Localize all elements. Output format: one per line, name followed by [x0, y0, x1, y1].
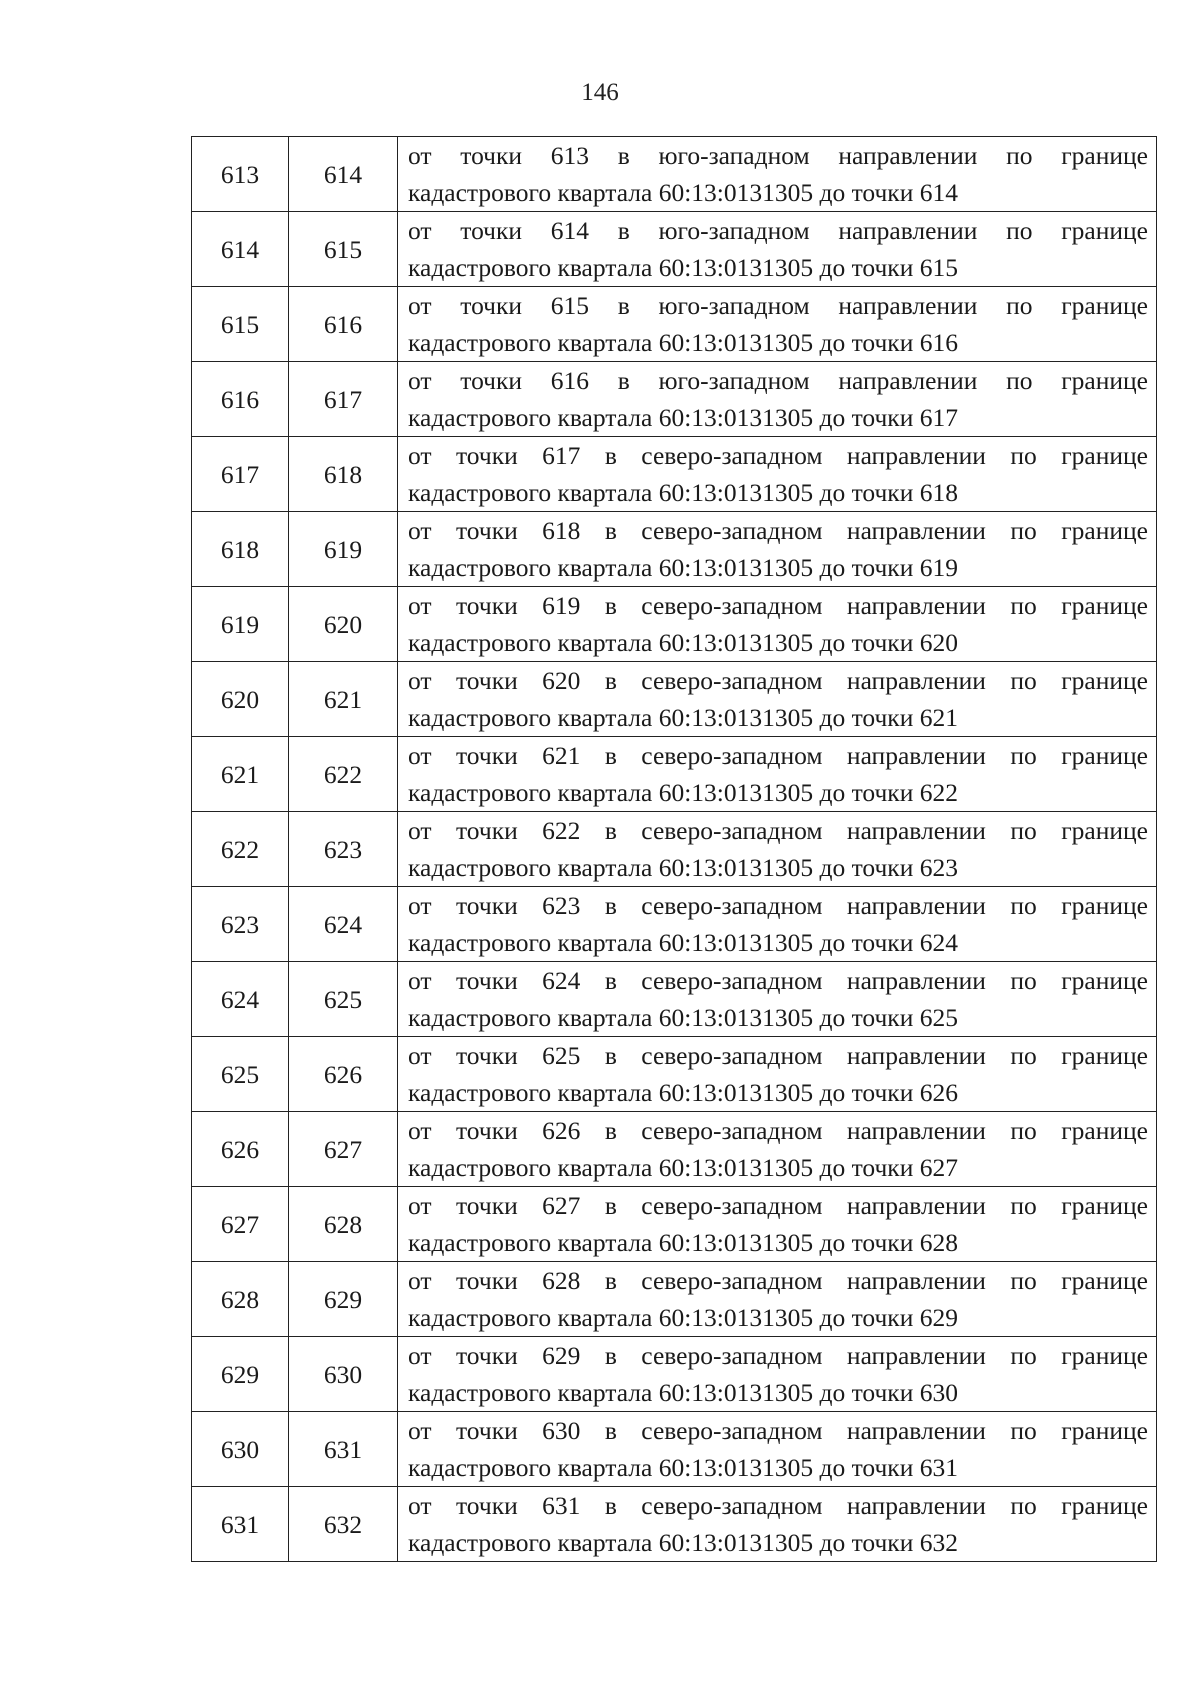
description-cell: [398, 137, 1157, 212]
description-cell: [398, 362, 1157, 437]
description-line-1: от точки 630 в северо-западном направлении по границе: [408, 1416, 1148, 1445]
description-line-2: кадастрового квартала 60:13:0131305 до точки 628: [408, 1228, 958, 1257]
description-line-1: от точки 618 в северо-западном направлении по границе: [408, 516, 1148, 545]
point-to-cell: 630: [289, 1337, 398, 1412]
description-cell: [398, 587, 1157, 662]
description-line-1: от точки 624 в северо-западном направлении по границе: [408, 966, 1148, 995]
table-row: [192, 737, 1157, 812]
description-line-2: кадастрового квартала 60:13:0131305 до точки 622: [408, 778, 958, 807]
point-to-cell: 628: [289, 1187, 398, 1262]
point-from-cell: 618: [192, 512, 289, 587]
description-cell: [398, 662, 1157, 737]
point-from-cell: 626: [192, 1112, 289, 1187]
description-line-2: кадастрового квартала 60:13:0131305 до точки 616: [408, 328, 958, 357]
point-to-cell: 623: [289, 812, 398, 887]
point-to-cell: 626: [289, 1037, 398, 1112]
description-line-2: кадастрового квартала 60:13:0131305 до точки 624: [408, 928, 958, 957]
description-cell: [398, 1187, 1157, 1262]
point-from-cell: 629: [192, 1337, 289, 1412]
description-line-1: от точки 623 в северо-западном направлении по границе: [408, 891, 1148, 920]
table-row: [192, 137, 1157, 212]
description-line-1: от точки 615 в юго-западном направлении по границе: [408, 291, 1148, 320]
description-cell: [398, 1412, 1157, 1487]
point-to-cell: 622: [289, 737, 398, 812]
table-row: [192, 287, 1157, 362]
description-line-2: кадастрового квартала 60:13:0131305 до точки 620: [408, 628, 958, 657]
table-row: [192, 887, 1157, 962]
description-line-1: от точки 619 в северо-западном направлении по границе: [408, 591, 1148, 620]
point-from-cell: 623: [192, 887, 289, 962]
description-line-2: кадастрового квартала 60:13:0131305 до точки 615: [408, 253, 958, 282]
point-from-cell: 624: [192, 962, 289, 1037]
table-row: [192, 1487, 1157, 1562]
point-to-cell: 614: [289, 137, 398, 212]
table-row: [192, 1337, 1157, 1412]
description-cell: [398, 287, 1157, 362]
description-cell: [398, 1112, 1157, 1187]
table-row: [192, 962, 1157, 1037]
point-to-cell: 618: [289, 437, 398, 512]
boundary-table: [191, 136, 1157, 1562]
point-from-cell: 630: [192, 1412, 289, 1487]
point-to-cell: 619: [289, 512, 398, 587]
description-cell: [398, 1262, 1157, 1337]
description-line-2: кадастрового квартала 60:13:0131305 до точки 621: [408, 703, 958, 732]
table-row: [192, 812, 1157, 887]
description-cell: [398, 737, 1157, 812]
point-from-cell: 619: [192, 587, 289, 662]
description-line-1: от точки 627 в северо-западном направлении по границе: [408, 1191, 1148, 1220]
point-to-cell: 631: [289, 1412, 398, 1487]
table-row: [192, 362, 1157, 437]
point-to-cell: 620: [289, 587, 398, 662]
point-from-cell: 628: [192, 1262, 289, 1337]
table-row: [192, 1112, 1157, 1187]
table-body: [192, 137, 1157, 1562]
description-cell: [398, 1337, 1157, 1412]
description-line-1: от точки 631 в северо-западном направлении по границе: [408, 1491, 1148, 1520]
table-row: [192, 1262, 1157, 1337]
description-line-2: кадастрового квартала 60:13:0131305 до точки 630: [408, 1378, 958, 1407]
description-line-2: кадастрового квартала 60:13:0131305 до точки 614: [408, 178, 958, 207]
description-line-1: от точки 626 в северо-западном направлении по границе: [408, 1116, 1148, 1145]
point-from-cell: 615: [192, 287, 289, 362]
point-from-cell: 614: [192, 212, 289, 287]
point-to-cell: 629: [289, 1262, 398, 1337]
point-to-cell: 621: [289, 662, 398, 737]
table-row: [192, 587, 1157, 662]
table-row: [192, 512, 1157, 587]
description-cell: [398, 887, 1157, 962]
description-cell: [398, 212, 1157, 287]
point-from-cell: 613: [192, 137, 289, 212]
point-from-cell: 625: [192, 1037, 289, 1112]
table-row: [192, 662, 1157, 737]
description-cell: [398, 1487, 1157, 1562]
point-to-cell: 632: [289, 1487, 398, 1562]
point-to-cell: 624: [289, 887, 398, 962]
description-line-1: от точки 622 в северо-западном направлении по границе: [408, 816, 1148, 845]
page-number: 146: [581, 79, 619, 106]
description-line-1: от точки 620 в северо-западном направлении по границе: [408, 666, 1148, 695]
description-line-1: от точки 621 в северо-западном направлении по границе: [408, 741, 1148, 770]
point-from-cell: 620: [192, 662, 289, 737]
description-line-2: кадастрового квартала 60:13:0131305 до точки 617: [408, 403, 958, 432]
description-line-2: кадастрового квартала 60:13:0131305 до точки 629: [408, 1303, 958, 1332]
description-line-2: кадастрового квартала 60:13:0131305 до точки 626: [408, 1078, 958, 1107]
description-line-2: кадастрового квартала 60:13:0131305 до точки 632: [408, 1528, 958, 1557]
description-line-1: от точки 614 в юго-западном направлении по границе: [408, 216, 1148, 245]
description-cell: [398, 962, 1157, 1037]
description-cell: [398, 812, 1157, 887]
table-row: [192, 1412, 1157, 1487]
description-line-1: от точки 628 в северо-западном направлении по границе: [408, 1266, 1148, 1295]
description-line-2: кадастрового квартала 60:13:0131305 до точки 631: [408, 1453, 958, 1482]
point-to-cell: 615: [289, 212, 398, 287]
description-line-2: кадастрового квартала 60:13:0131305 до точки 618: [408, 478, 958, 507]
description-line-2: кадастрового квартала 60:13:0131305 до точки 619: [408, 553, 958, 582]
point-to-cell: 627: [289, 1112, 398, 1187]
table-row: [192, 1187, 1157, 1262]
description-line-1: от точки 629 в северо-западном направлении по границе: [408, 1341, 1148, 1370]
description-line-1: от точки 625 в северо-западном направлении по границе: [408, 1041, 1148, 1070]
description-line-1: от точки 617 в северо-западном направлении по границе: [408, 441, 1148, 470]
point-from-cell: 617: [192, 437, 289, 512]
table-row: [192, 1037, 1157, 1112]
point-from-cell: 631: [192, 1487, 289, 1562]
description-line-1: от точки 613 в юго-западном направлении по границе: [408, 141, 1148, 170]
description-line-2: кадастрового квартала 60:13:0131305 до точки 623: [408, 853, 958, 882]
point-from-cell: 621: [192, 737, 289, 812]
point-from-cell: 622: [192, 812, 289, 887]
description-line-2: кадастрового квартала 60:13:0131305 до точки 625: [408, 1003, 958, 1032]
point-from-cell: 627: [192, 1187, 289, 1262]
point-to-cell: 616: [289, 287, 398, 362]
point-to-cell: 617: [289, 362, 398, 437]
table-row: [192, 437, 1157, 512]
description-cell: [398, 1037, 1157, 1112]
table-row: [192, 212, 1157, 287]
description-cell: [398, 512, 1157, 587]
description-cell: [398, 437, 1157, 512]
description-line-2: кадастрового квартала 60:13:0131305 до точки 627: [408, 1153, 958, 1182]
point-to-cell: 625: [289, 962, 398, 1037]
point-from-cell: 616: [192, 362, 289, 437]
description-line-1: от точки 616 в юго-западном направлении по границе: [408, 366, 1148, 395]
